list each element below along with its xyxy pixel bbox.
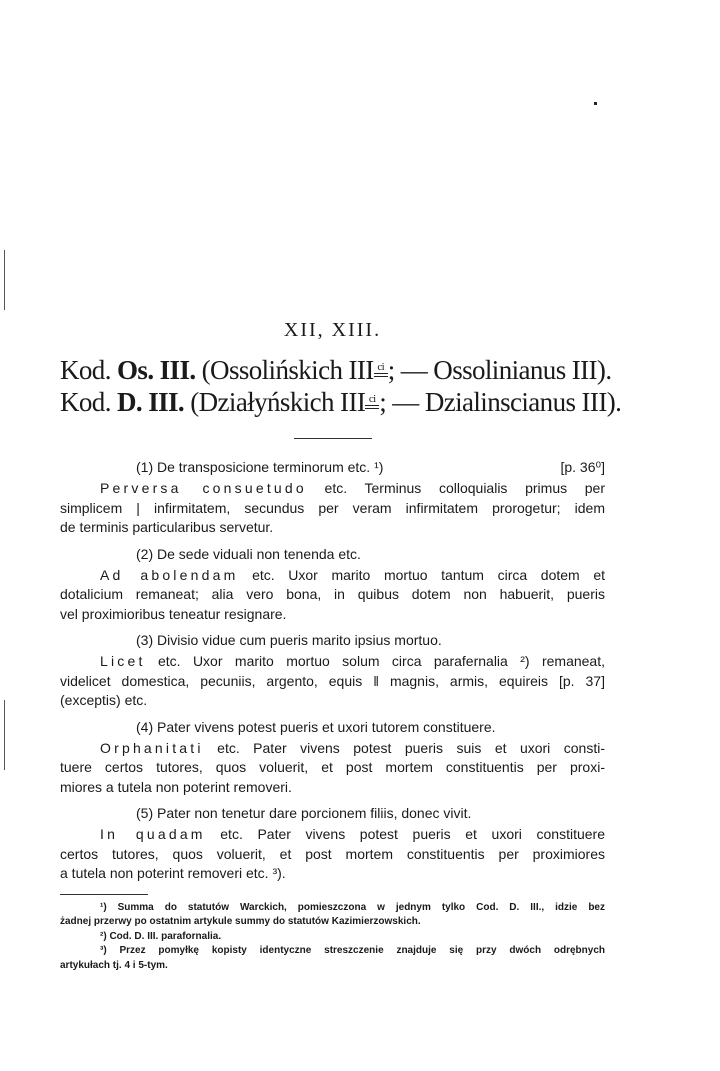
text-line: a tutela non poterint removeri etc. ³). xyxy=(60,865,286,881)
text-line: simplicem | infirmitatem, secundus per veram infirmitatem prorogetur; idem xyxy=(60,499,605,516)
article-body-5 xyxy=(60,825,605,884)
article-heading-4: (4) Pater vivens potest pueris et uxori tutorem constituere. xyxy=(136,718,496,735)
code-prefix: Kod. xyxy=(60,355,111,385)
footnote-line: artykułach tj. 4 i 5-tym. xyxy=(60,959,168,971)
article-body-4 xyxy=(60,739,605,798)
article-body-1 xyxy=(60,479,605,538)
text-line: vel proximioribus teneatur resignare. xyxy=(60,605,287,622)
code-prefix: Kod. xyxy=(60,387,111,417)
code-name-close: ; — Ossolinianus III). xyxy=(387,355,612,385)
article-body-2 xyxy=(60,566,605,625)
page-content xyxy=(60,300,622,973)
footnote-rule xyxy=(60,894,148,895)
ordinal-superscript: ci xyxy=(365,394,379,409)
text-line: Licet etc. Uxor marito mortuo solum circa parafernalia ²) remaneat, xyxy=(100,653,605,669)
footnote-line: ³) Przez pomyłkę kopisty identyczne streszczenie znajduje się przy dwóch odrębnych xyxy=(100,945,605,956)
code-title-ossolinskich xyxy=(60,354,612,386)
article-heading-2: (2) De sede viduali non tenenda etc. xyxy=(136,545,361,562)
footnote-3 xyxy=(60,944,605,973)
ink-speck xyxy=(594,102,597,105)
page-edge-shadow xyxy=(4,700,5,770)
text-line: miores a tutela non poterint removeri. xyxy=(60,778,292,795)
text-line: de terminis particularibus servetur. xyxy=(60,519,274,535)
code-siglum: Os. III. xyxy=(117,355,196,385)
page-reference: [p. 36⁰] xyxy=(560,459,605,475)
title-divider xyxy=(294,438,372,439)
footnote-2 xyxy=(60,930,605,945)
code-name-close: ; — Dzialinscianus III). xyxy=(379,387,622,417)
page-edge-shadow xyxy=(4,250,5,310)
footnote-line: ²) Cod. D. III. parafornalia. xyxy=(100,930,222,942)
ordinal-superscript: ci xyxy=(374,362,388,377)
text-line: dotalicium remaneat; alia vero bona, in quibus dotem non habuerit, pueris xyxy=(60,586,605,602)
text-line: (exceptis) etc. xyxy=(60,692,148,708)
text-line: tuere certos tutores, quos voluerit, et post mortem constituentis per proxi- xyxy=(60,759,605,775)
text-line: videlicet domestica, pecuniis, argento, equis ‖ magnis, armis, equireis [p. 37] xyxy=(60,672,605,689)
code-siglum: D. III. xyxy=(117,387,185,417)
article-heading-5: (5) Pater non tenetur dare porcionem filiis, donec vivit. xyxy=(136,805,472,821)
text-line: certos tutores, quos voluerit, et post mortem constituentis per proximiores xyxy=(60,845,605,862)
article-body-3 xyxy=(60,652,605,711)
footnote-1 xyxy=(60,901,605,930)
code-name-open: (Ossolińskich III xyxy=(201,355,374,385)
section-number: XII, XIII. xyxy=(283,319,382,341)
footnote-line: ¹) Summa do statutów Warckich, pomieszczona w jednym tylko Cod. D. III., idzie bez xyxy=(100,901,605,913)
text-line: Orphanitati etc. Pater vivens potest pueris suis et uxori consti- xyxy=(100,739,605,756)
text-line: Perversa consuetudo etc. Terminus colloquialis primus per xyxy=(100,480,605,496)
code-title-dzialynskich xyxy=(60,386,622,418)
footnote-line: żadnej przerwy po ostatnim artykule summy do statutów Kazimierzowskich. xyxy=(60,916,421,927)
article-heading-1: (1) De transposicione terminorum etc. ¹) [p. 36⁰] xyxy=(136,459,605,475)
article-heading-3: (3) Divisio vidue cum pueris marito ipsius mortuo. xyxy=(136,632,442,648)
text-line: In quadam etc. Pater vivens potest pueris et uxori constituere xyxy=(100,826,605,842)
text-line: Ad abolendam etc. Uxor marito mortuo tantum circa dotem et xyxy=(100,566,605,583)
code-name-open: (Działyńskich III xyxy=(190,387,366,417)
